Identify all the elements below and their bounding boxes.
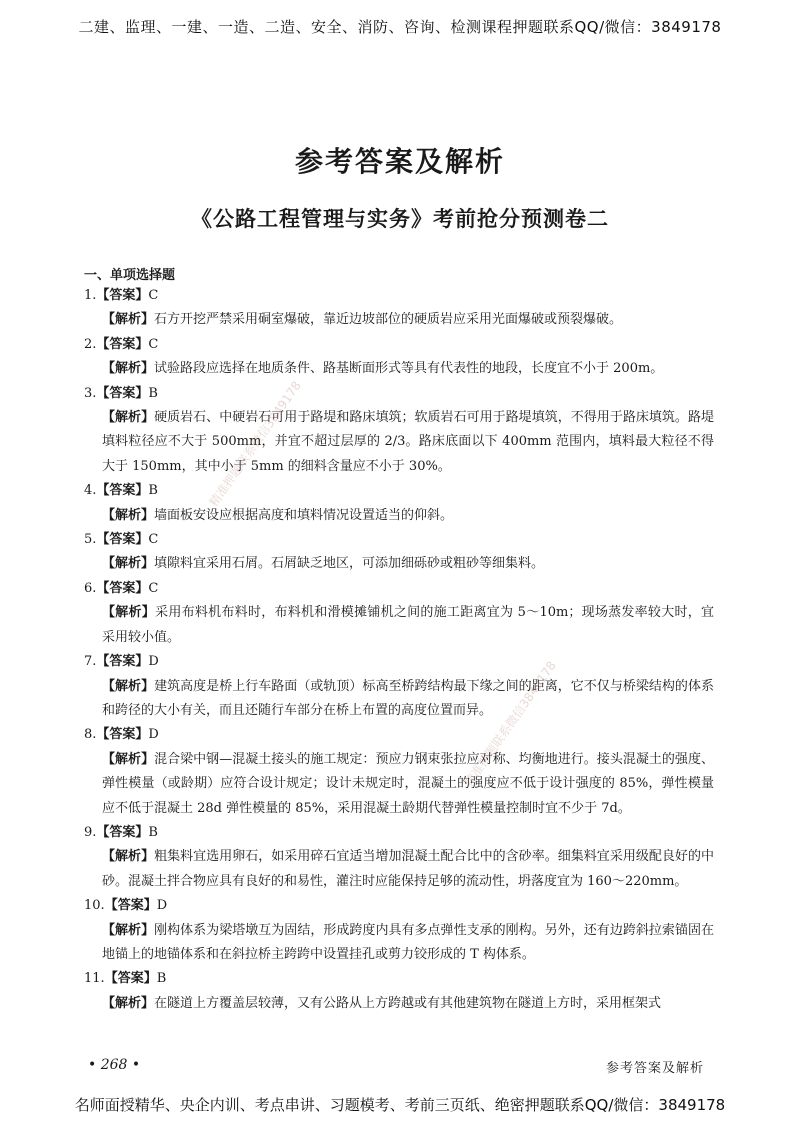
page-number: • 268 • bbox=[88, 1057, 141, 1073]
question-item bbox=[84, 821, 714, 894]
answer-value: D bbox=[148, 727, 159, 743]
question-item bbox=[84, 894, 714, 967]
question-item bbox=[84, 577, 714, 650]
answer-tag: 【答案】 bbox=[96, 483, 149, 499]
question-number: 11. bbox=[84, 971, 105, 987]
watermark: 精准押题联系微信3849178 bbox=[461, 658, 559, 790]
question-number: 10. bbox=[84, 898, 105, 914]
question-item bbox=[84, 967, 714, 1016]
question-item bbox=[84, 382, 714, 480]
answer-line bbox=[84, 382, 714, 406]
explain-tag: 【解析】 bbox=[102, 751, 155, 767]
question-item bbox=[84, 650, 714, 723]
explain-tag: 【解析】 bbox=[102, 556, 155, 572]
answer-tag: 【答案】 bbox=[96, 727, 149, 743]
answer-value: C bbox=[148, 532, 159, 548]
explanation bbox=[84, 406, 714, 479]
answer-line bbox=[84, 650, 714, 674]
explanation-text: 硬质岩石、中硬岩石可用于路堤和路床填筑；软质岩石可用于路堤填筑，不得用于路床填筑。路堤填料粒径应不大于 500mm，并宜不超过层厚的 2/3。路床底面以下 400mm 范围内，填料最大粒径不得大于 150mm，其中小于 5mm 的细料含量应不小于 30%。 bbox=[102, 410, 714, 474]
answer-line bbox=[84, 821, 714, 845]
explanation-text: 在隧道上方覆盖层较薄，又有公路从上方跨越或有其他建筑物在隧道上方时，采用框架式 bbox=[154, 995, 662, 1011]
answer-line bbox=[84, 333, 714, 357]
explanation-text: 粗集料宜选用卵石，如采用碎石宜适当增加混凝土配合比中的含砂率。细集料宜采用级配良好的中砂。混凝土拌合物应具有良好的和易性，灌注时应能保持足够的流动性，坍落度宜为 160～220mm。 bbox=[102, 849, 714, 889]
page-subtitle: 《公路工程管理与实务》考前抢分预测卷二 bbox=[191, 206, 609, 231]
explain-tag: 【解析】 bbox=[102, 849, 155, 865]
footer-banner: 名师面授精华、央企内训、考点串讲、习题模考、考前三页纸、绝密押题联系QQ/微信：3849178 bbox=[74, 1096, 726, 1114]
explanation-text: 试验路段应选择在地质条件、路基断面形式等具有代表性的地段，长度宜不小于 200m。 bbox=[154, 361, 664, 377]
explanation bbox=[84, 919, 714, 968]
question-item bbox=[84, 723, 714, 821]
explain-tag: 【解析】 bbox=[102, 605, 156, 621]
section-heading: 一、单项选择题 bbox=[84, 268, 176, 283]
answer-value: B bbox=[148, 385, 158, 401]
answer-value: D bbox=[148, 654, 159, 670]
explanation bbox=[84, 552, 714, 576]
answer-line bbox=[84, 967, 714, 991]
answer-value: C bbox=[148, 580, 159, 596]
answer-line bbox=[84, 479, 714, 503]
question-number: 4. bbox=[84, 483, 97, 499]
question-number: 6. bbox=[84, 580, 97, 596]
question-number: 9. bbox=[84, 824, 97, 840]
answer-tag: 【答案】 bbox=[96, 532, 149, 548]
question-number: 1. bbox=[84, 288, 97, 303]
explain-tag: 【解析】 bbox=[102, 361, 155, 377]
answer-tag: 【答案】 bbox=[104, 898, 157, 914]
explanation-text: 采用布料机布料时，布料机和滑模摊铺机之间的施工距离宜为 5～10m；现场蒸发率较大时，宜采用较小值。 bbox=[102, 605, 714, 645]
answer-tag: 【答案】 bbox=[96, 824, 149, 840]
explanation bbox=[84, 308, 714, 332]
question-number: 7. bbox=[84, 654, 97, 670]
answer-value: C bbox=[148, 288, 159, 303]
explanation-text: 填隙料宜采用石屑。石屑缺乏地区，可添加细砾砂或粗砂等细集料。 bbox=[154, 556, 545, 572]
answer-tag: 【答案】 bbox=[96, 385, 149, 401]
answer-value: B bbox=[156, 971, 167, 987]
explanation-text: 建筑高度是桥上行车路面（或轨顶）标高至桥跨结构最下缘之间的距离，它不仅与桥梁结构的体系和跨径的大小有关，而且还随行车部分在桥上布置的高度位置而异。 bbox=[102, 678, 714, 718]
explain-tag: 【解析】 bbox=[102, 410, 155, 426]
question-item bbox=[84, 528, 714, 577]
question-number: 5. bbox=[84, 532, 97, 548]
explanation-text: 墙面板安设应根据高度和填料情况设置适当的仰斜。 bbox=[154, 507, 454, 523]
answer-line bbox=[84, 577, 714, 601]
explanation bbox=[84, 992, 714, 1016]
answer-value: B bbox=[148, 824, 158, 840]
answer-tag: 【答案】 bbox=[96, 580, 149, 596]
explanation bbox=[84, 601, 714, 650]
answer-value: B bbox=[148, 483, 158, 499]
explanation bbox=[84, 357, 714, 381]
explain-tag: 【解析】 bbox=[102, 995, 155, 1011]
answer-tag: 【答案】 bbox=[96, 654, 149, 670]
explain-tag: 【解析】 bbox=[102, 312, 155, 328]
explanation bbox=[84, 845, 714, 894]
answer-tag: 【答案】 bbox=[96, 288, 149, 303]
watermark: 精准押题联系微信3849178 bbox=[206, 378, 304, 510]
answer-line bbox=[84, 723, 714, 747]
answer-tag: 【答案】 bbox=[104, 971, 157, 987]
qa-list bbox=[84, 284, 714, 1016]
explanation bbox=[84, 504, 714, 528]
explanation bbox=[84, 675, 714, 724]
explain-tag: 【解析】 bbox=[102, 678, 155, 694]
explanation-text: 刚构体系为梁塔墩互为固结，形成跨度内具有多点弹性支承的刚构。另外，还有边跨斜拉索锚固在地锚上的地锚体系和在斜拉桥主跨跨中设置挂孔或剪力铰形成的 T 构体系。 bbox=[102, 922, 714, 962]
question-item bbox=[84, 284, 714, 333]
explanation-text: 混合梁中钢—混凝土接头的施工规定：预应力钢束张拉应对称、均衡地进行。接头混凝土的强度、弹性模量（或龄期）应符合设计规定；设计未规定时，混凝土的强度应不低于设计强度的 85%，弹性模量应不低于混凝土 28d 弹性模量的 85%，采用混凝土龄期代替弹性模量控制时宜不少于 7d。 bbox=[102, 751, 714, 816]
explanation bbox=[84, 748, 714, 821]
page-title: 参考答案及解析 bbox=[294, 145, 505, 178]
question-item bbox=[84, 333, 714, 382]
explanation-text: 石方开挖严禁采用硐室爆破，靠近边坡部位的硬质岩应采用光面爆破或预裂爆破。 bbox=[154, 312, 623, 328]
answer-line bbox=[84, 894, 714, 918]
answer-value: D bbox=[156, 898, 168, 914]
answer-value: C bbox=[148, 336, 159, 352]
answer-line bbox=[84, 284, 714, 308]
question-number: 2. bbox=[84, 336, 97, 352]
explain-tag: 【解析】 bbox=[102, 507, 155, 523]
header-banner: 二建、监理、一建、一造、二造、安全、消防、咨询、检测课程押题联系QQ/微信：3849178 bbox=[78, 18, 722, 36]
question-item bbox=[84, 479, 714, 528]
explain-tag: 【解析】 bbox=[102, 922, 155, 938]
question-number: 8. bbox=[84, 727, 97, 743]
answer-line bbox=[84, 528, 714, 552]
footer-label: 参考答案及解析 bbox=[605, 1061, 704, 1076]
question-number: 3. bbox=[84, 385, 97, 401]
answer-tag: 【答案】 bbox=[96, 336, 149, 352]
